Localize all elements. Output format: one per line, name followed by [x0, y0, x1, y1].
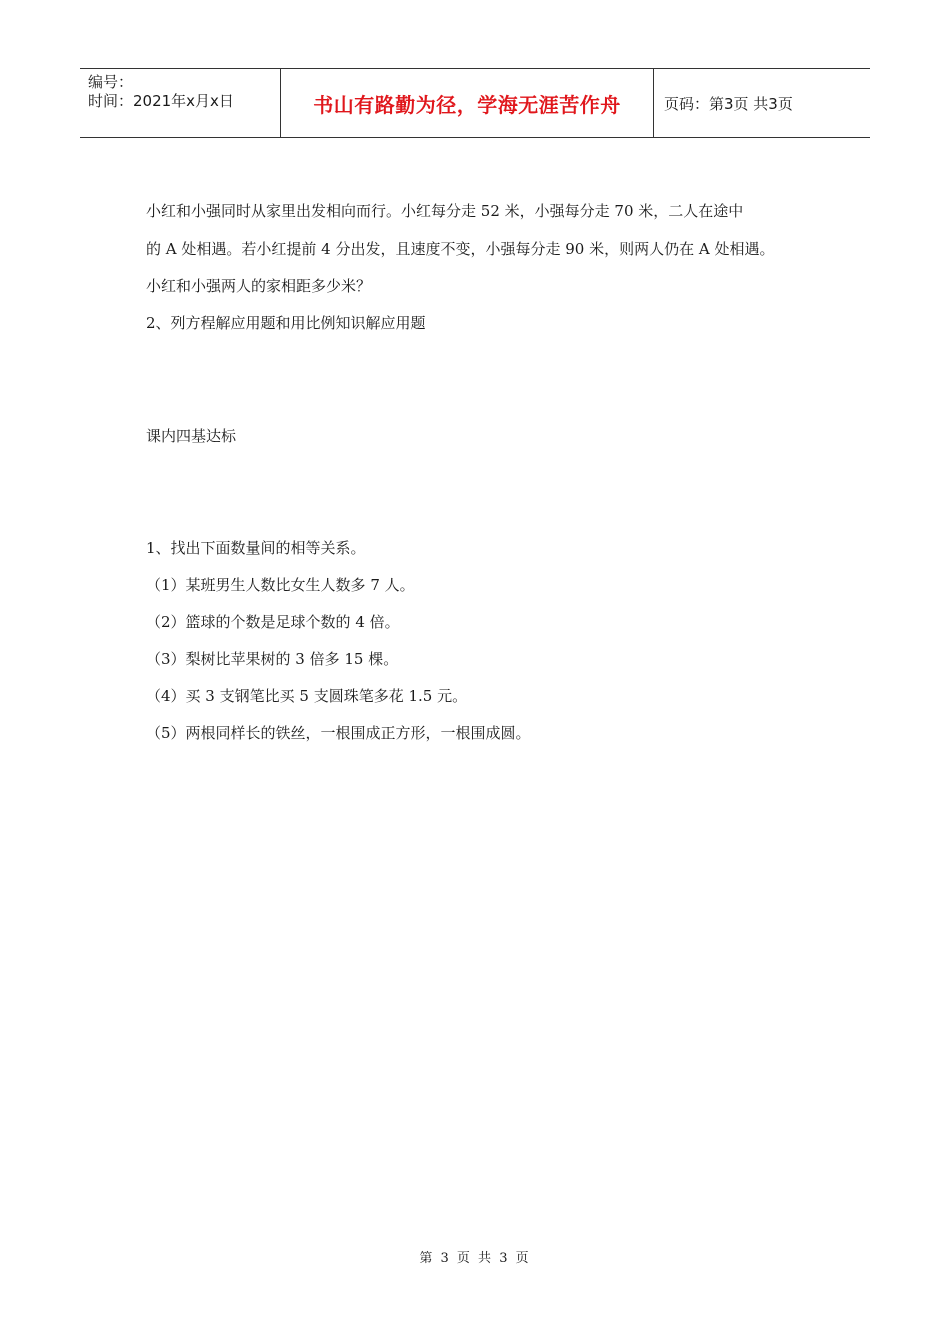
sub-item-4: （4）买 3 支钢笔比买 5 支圆珠笔多花 1.5 元。 [146, 687, 468, 705]
page-footer: 第 3 页 共 3 页 [419, 1251, 531, 1266]
problem-line-1: 小红和小强同时从家里出发相向而行。小红每分走 52 米，小强每分走 70 米，二人在途中 [146, 202, 744, 220]
page-header [80, 68, 870, 138]
document-date-label: 时间：2021年x月x日 [88, 92, 234, 110]
header-page-code: 页码：第3页 共3页 [664, 94, 793, 113]
sub-item-3: （3）梨树比苹果树的 3 倍多 15 棵。 [146, 650, 399, 668]
problem-line-3: 小红和小强两人的家相距多少米？ [146, 277, 372, 295]
question-one: 1、找出下面数量间的相等关系。 [146, 539, 366, 557]
section-two-heading: 2、列方程解应用题和用比例知识解应用题 [146, 314, 426, 332]
section-title: 课内四基达标 [146, 427, 237, 445]
sub-item-1: （1）某班男生人数比女生人数多 7 人。 [146, 576, 415, 594]
header-info-cell [80, 69, 281, 137]
document-number-label: 编号： [88, 73, 134, 91]
sub-item-5: （5）两根同样长的铁丝，一根围成正方形，一根围成圆。 [146, 724, 531, 742]
problem-line-2: 的 A 处相遇。若小红提前 4 分出发，且速度不变，小强每分走 90 米，则两人仍在 A 处相遇。 [146, 240, 775, 258]
sub-item-2: （2）篮球的个数是足球个数的 4 倍。 [146, 613, 400, 631]
header-motto: 书山有路勤为径，学海无涯苦作舟 [281, 69, 654, 137]
